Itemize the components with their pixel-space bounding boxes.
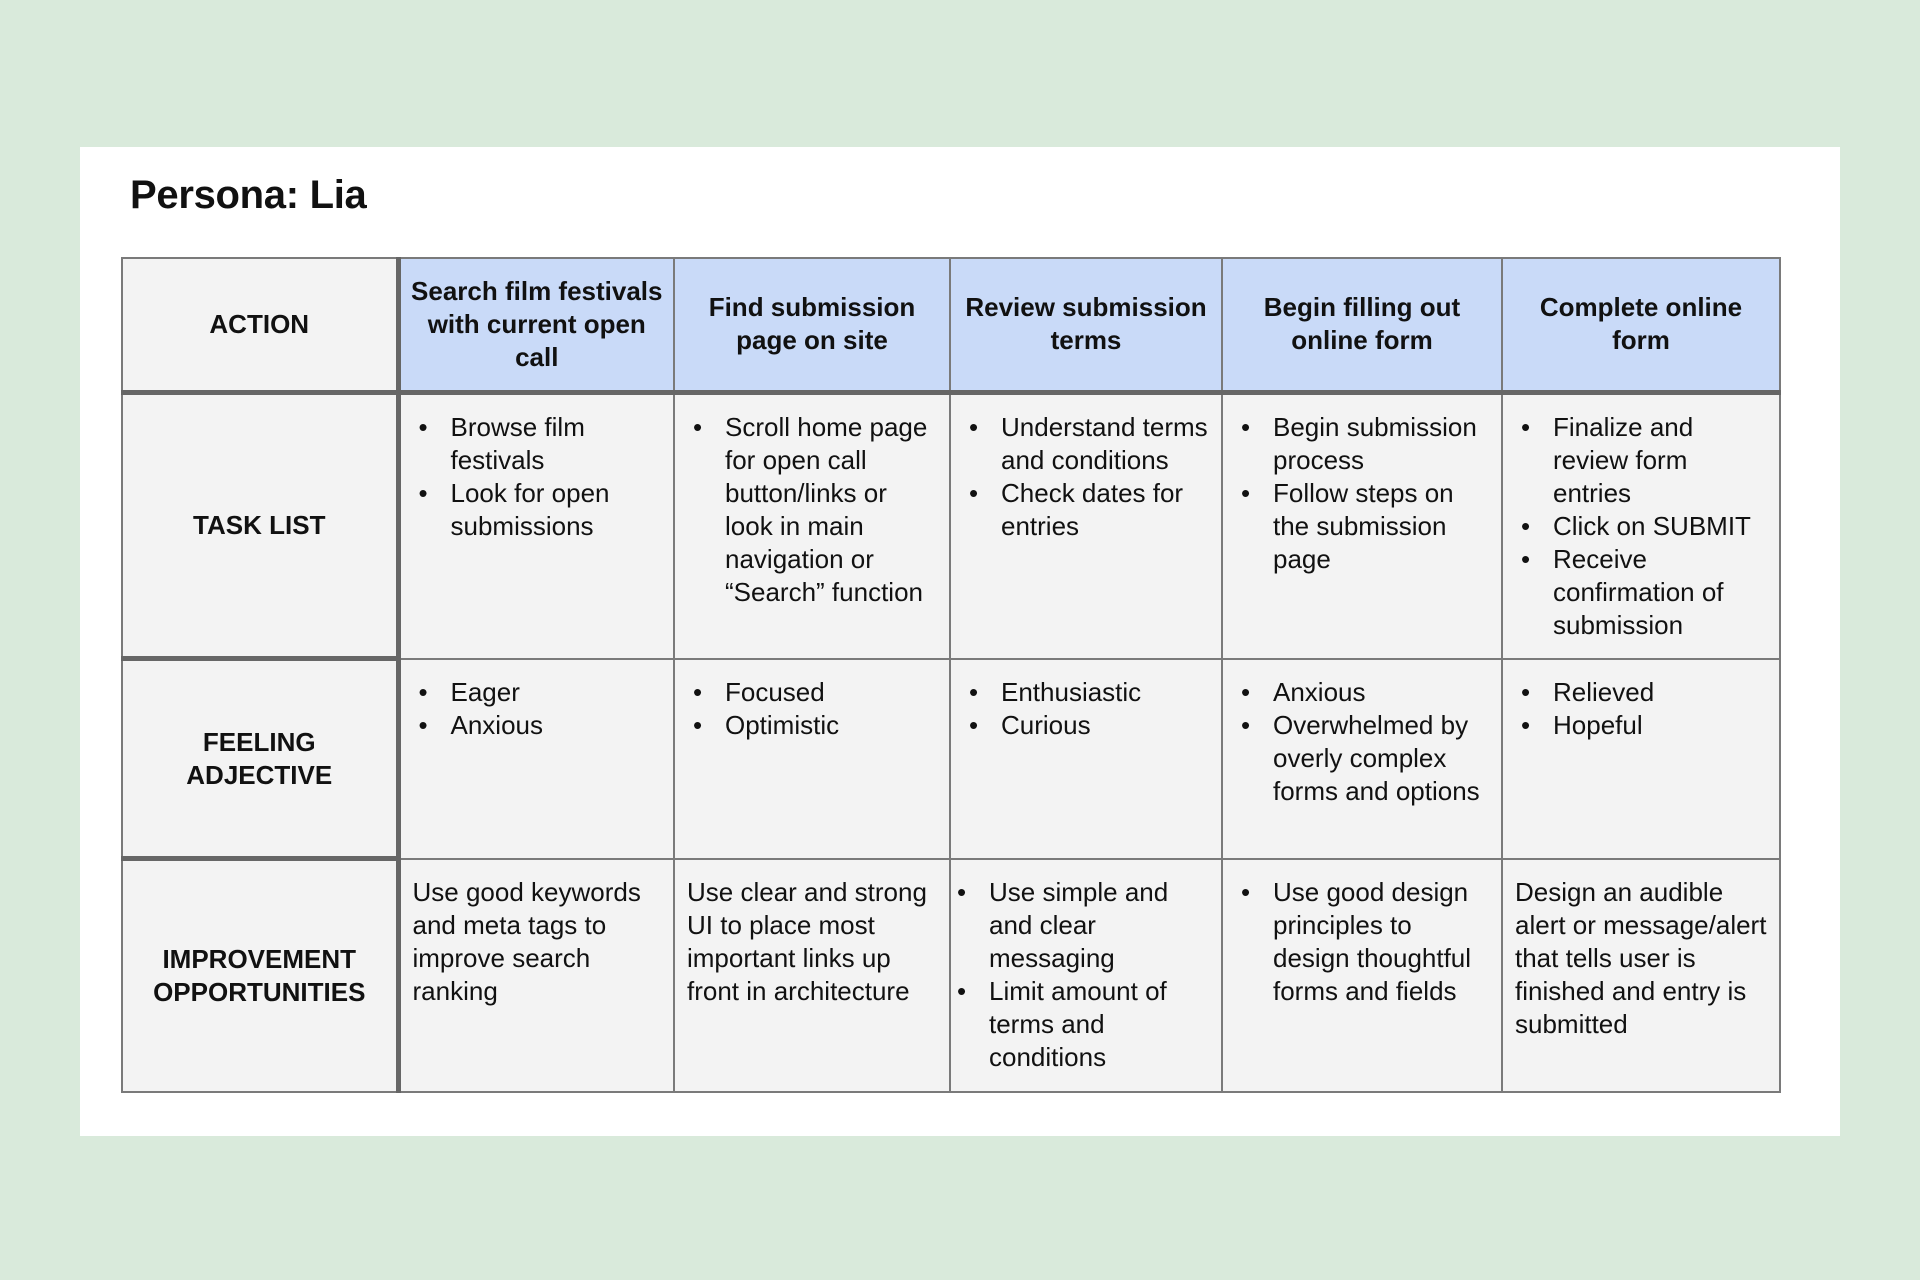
feeling-cell-5 bbox=[1502, 659, 1780, 859]
task-list-cell-2 bbox=[674, 392, 950, 659]
improvement-cell-4 bbox=[1222, 859, 1502, 1092]
list-item: • Hopeful bbox=[1515, 709, 1767, 742]
row-header-improvement-opportunities: IMPROVEMENT OPPORTUNITIES bbox=[122, 859, 398, 1092]
column-header-5: Complete online form bbox=[1502, 258, 1780, 392]
list-item: • Click on SUBMIT bbox=[1515, 510, 1767, 543]
improvement-cell-2 bbox=[674, 859, 950, 1092]
list-item: • Browse film festivals bbox=[413, 411, 662, 477]
column-header-1: Search film festivals with current open call bbox=[398, 258, 674, 392]
feeling-cell-4 bbox=[1222, 659, 1502, 859]
list-item: • Scroll home page for open call button/links or look in main navigation or “Search” function bbox=[687, 411, 937, 609]
task-list-cell-4 bbox=[1222, 392, 1502, 659]
list-item: • Use good design principles to design thoughtful forms and fields bbox=[1235, 876, 1489, 1008]
persona-card bbox=[80, 147, 1840, 1136]
feeling-cell-3 bbox=[950, 659, 1222, 859]
list-item: • Focused bbox=[687, 676, 937, 709]
list-item: • Finalize and review form entries bbox=[1515, 411, 1767, 510]
list-item: • Begin submission process bbox=[1235, 411, 1489, 477]
task-list-cell-3 bbox=[950, 392, 1222, 659]
row-header-task-list: TASK LIST bbox=[122, 392, 398, 659]
list-item: • Optimistic bbox=[687, 709, 937, 742]
feeling-cell-1 bbox=[398, 659, 674, 859]
column-header-2: Find submission page on site bbox=[674, 258, 950, 392]
row-header-feeling-adjective: FEELING ADJECTIVE bbox=[122, 659, 398, 859]
list-item: • Use simple and and clear messaging bbox=[951, 876, 1209, 975]
column-header-3: Review submission terms bbox=[950, 258, 1222, 392]
cell-text: Use good keywords and meta tags to improve search ranking bbox=[412, 876, 641, 1006]
list-item: • Understand terms and conditions bbox=[963, 411, 1209, 477]
improvement-cell-5 bbox=[1502, 859, 1780, 1092]
list-item: • Enthusiastic bbox=[963, 676, 1209, 709]
task-list-cell-1 bbox=[398, 392, 674, 659]
list-item: • Relieved bbox=[1515, 676, 1767, 709]
page-title: Persona: Lia bbox=[130, 173, 367, 217]
cell-text: Design an audible alert or message/alert that tells user is finished and entry is submitted bbox=[1515, 876, 1767, 1039]
column-header-4: Begin filling out online form bbox=[1222, 258, 1502, 392]
list-item: • Limit amount of terms and conditions bbox=[951, 975, 1209, 1074]
list-item: • Eager bbox=[413, 676, 662, 709]
feeling-cell-2 bbox=[674, 659, 950, 859]
row-header-action: ACTION bbox=[122, 258, 398, 392]
improvement-cell-3 bbox=[950, 859, 1222, 1092]
list-item: • Curious bbox=[963, 709, 1209, 742]
list-item: • Follow steps on the submission page bbox=[1235, 477, 1489, 576]
list-item: • Look for open submissions bbox=[413, 477, 662, 543]
list-item: • Anxious bbox=[413, 709, 662, 742]
improvement-cell-1 bbox=[398, 859, 674, 1092]
cell-text: Use clear and strong UI to place most important links up front in architecture bbox=[687, 876, 927, 1006]
list-item: • Anxious bbox=[1235, 676, 1489, 709]
list-item: • Check dates for entries bbox=[963, 477, 1209, 543]
task-list-cell-5 bbox=[1502, 392, 1780, 659]
journey-map-table bbox=[121, 257, 1781, 1093]
list-item: • Receive confirmation of submission bbox=[1515, 543, 1767, 642]
list-item: • Overwhelmed by overly complex forms and options bbox=[1235, 709, 1489, 808]
